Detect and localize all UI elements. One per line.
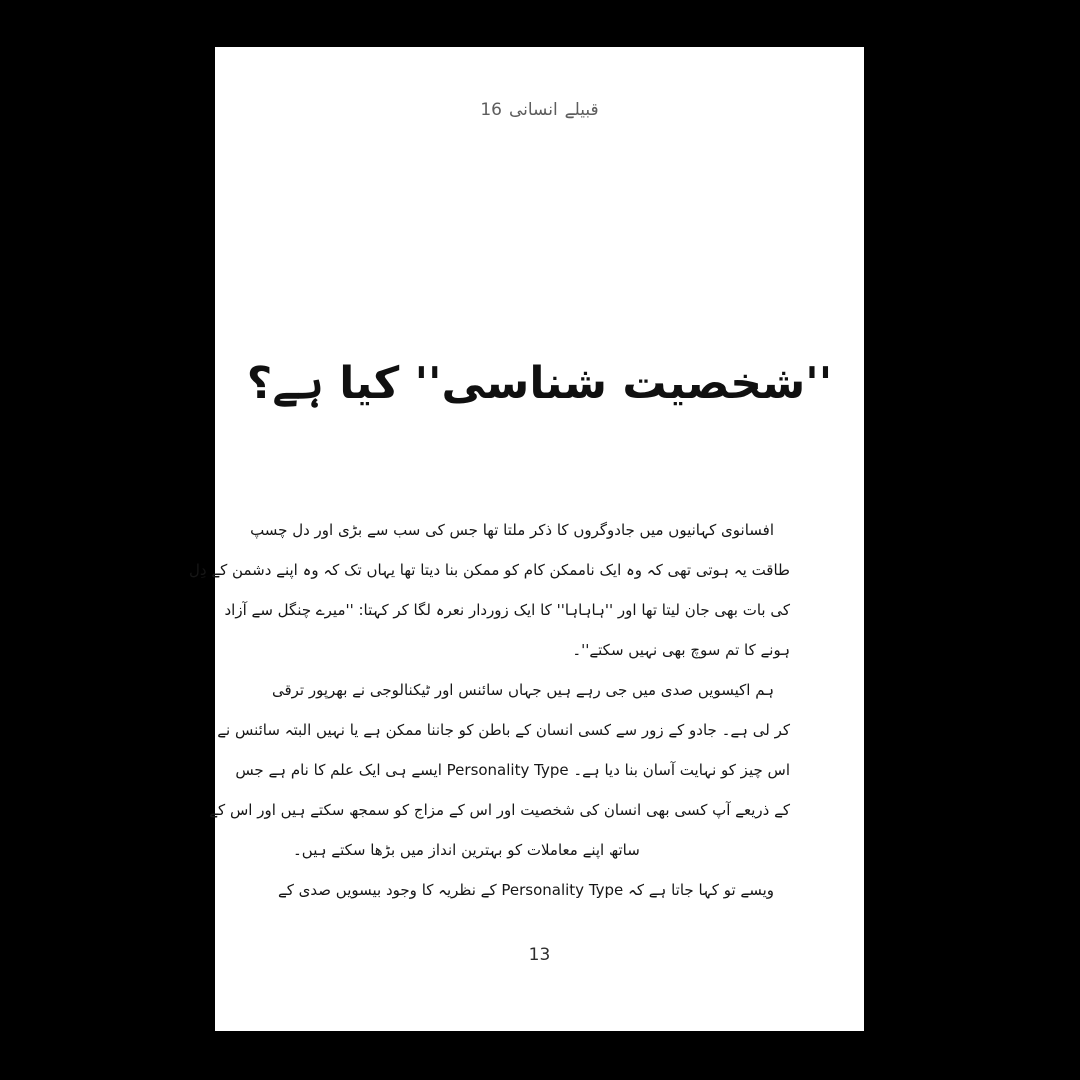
running-header-number: 16 xyxy=(480,100,502,120)
text-line: ساتھ اپنے معاملات کو بہترین انداز میں بڑھا سکتے ہیں۔ xyxy=(293,841,640,859)
page-number: 13 xyxy=(528,945,551,965)
book-page xyxy=(189,47,864,1031)
text-line: طاقت یہ ہوتی تھی کہ وہ ایک ناممکن کام کو ممکن بنا دیتا تھا یہاں تک کہ وہ اپنے دشمن کے دِل xyxy=(189,561,790,579)
text-line: اس چیز کو نہایت آسان بنا دیا ہے۔ Personality Type ایسے ہی ایک علم کا نام ہے جس xyxy=(235,761,790,779)
text-line: کی بات بھی جان لیتا تھا اور ''ہاہاہا'' کا ایک زوردار نعرہ لگا کر کہتا: ''میرے چنگل سے آزاد xyxy=(224,601,790,619)
text-line: ویسے تو کہا جاتا ہے کہ Personality Type کے نظریہ کا وجود بیسویں صدی کے xyxy=(277,881,774,899)
running-header-word-insani: انسانی xyxy=(508,100,558,120)
text-line: ہونے کا تم سوچ بھی نہیں سکتے''۔ xyxy=(572,641,790,659)
text-line: افسانوی کہانیوں میں جادوگروں کا ذکر ملتا تھا جس کی سب سے بڑی اور دل چسپ xyxy=(250,521,774,539)
text-line: ہم اکیسویں صدی میں جی رہے ہیں جہاں سائنس اور ٹیکنالوجی نے بھرپور ترقی xyxy=(271,681,774,699)
running-header-word-qabeelay: قبیلے xyxy=(564,100,599,120)
text-line: کر لی ہے۔ جادو کے زور سے کسی انسان کے باطن کو جاننا ممکن ہے یا نہیں البتہ سائنس نے xyxy=(217,721,790,739)
text-line: کے ذریعے آپ کسی بھی انسان کی شخصیت اور اس کے مزاج کو سمجھ سکتے ہیں اور اس کے xyxy=(209,801,790,819)
body-text-block xyxy=(189,510,790,910)
running-header xyxy=(215,99,864,120)
chapter-title: ''شخصیت شناسی'' کیا ہے؟ xyxy=(246,358,833,409)
